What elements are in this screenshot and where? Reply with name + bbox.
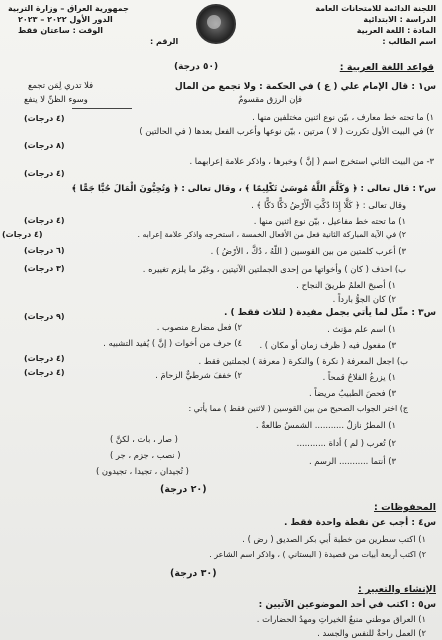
q3-marks: (٩ درجات) (24, 312, 65, 321)
q3-c-item-1-options: ( صار ، بات ، لكنَّ ) (110, 434, 178, 444)
header-ministry: جمهورية العراق – وزارة التربية (8, 4, 129, 13)
q3-c-item-1: ١) المطرُ نازلٌ ........... الشمسُ طالعةٌ . (255, 420, 396, 430)
q2-b-marks: (٣ درجات) (24, 264, 65, 273)
q4-stem: س٤ : أجب عن نقطة واحدة فقط . (284, 518, 436, 528)
q1-item-2-marks: (٨ درجات) (24, 141, 65, 150)
header-subject: المادة : اللغة العربية (356, 26, 436, 35)
q5-item-2: ٢) العمل راحةٌ للنفس والجسد . (317, 628, 426, 638)
q3-item-4: ٤) حرف من أخوات ( إنَّ ) يُفيد التشبيه . (103, 338, 242, 348)
q1-poem-2: فإن الرزق مقسومٌ (238, 94, 302, 104)
q1-poem-1: فلا تدري لِمَن تجمع (28, 80, 94, 90)
q1-item-3: ٣- من البيت الثاني استخرج اسم ( إنَّ ) وخبرها ، واذكر علامة إعرابهما . (189, 156, 434, 166)
q1-poem-3: وسوء الظنِّ لا ينفع (24, 94, 88, 104)
q1-item-2: ٢) في البيت الأول تكررت ( لا ) مرتين ، بيّن نوعها وأعرب الفعل بعدها ( في الحالتين ) (139, 126, 434, 136)
q1-item-3-marks: (٤ درجات) (24, 169, 65, 178)
q5-stem: س٥ : اكتب في أحد الموضوعين الآتيين : (258, 600, 436, 610)
q1-poem-divider (72, 108, 132, 109)
q3-c-item-3-options: ( تُجيدان ، تجيدا ، تجيدون ) (96, 466, 189, 476)
q2-item-1-marks: (٤ درجات) (24, 216, 65, 225)
q1-item-1: ١) ما تحته خط معارف ، بيّن نوع اثنين مختلفين منها . (252, 112, 434, 122)
q1-item-1-marks: (٤ درجات) (24, 114, 65, 123)
q4-item-1: ١) اكتب سطرين من خطبة أبي بكر الصديق ( رض ) . (242, 534, 426, 544)
q3-b-marks: (٤ درجات) (24, 354, 65, 363)
header-time: الوقت : ساعتان فقط (18, 26, 104, 35)
memorized-title: المحفوظات : (373, 502, 436, 513)
q3-c-item-2: ٢) تُعرب ( لم ) أداة ........... (296, 438, 396, 448)
composition-title: الإنشاء والتعبير : (357, 584, 436, 595)
q2-b-stem: ب) احذف ( كان ) وأخواتها من إحدى الجملتين الآتيتين ، وغيّر ما يلزم تغييره . (142, 264, 406, 274)
q3-c-item-3: ٣) أنتما ........... الرسم . (308, 456, 396, 466)
header-student-name: اسم الطالب : (382, 37, 436, 46)
q2-item-3-marks: (٦ درجات) (24, 246, 65, 255)
q4-marks: (٣٠ درجة) (170, 568, 217, 579)
grammar-marks: (٥٠ درجة) (174, 62, 219, 72)
q2-stem-2: وقال تعالى : ﴿ كَلَّا إِذَا دُكَّتِ الْأَرْضُ دَكًّا دَكًّا ﴾ . (251, 200, 406, 210)
q3-b-item-1: ١) يزرعُ الفلاحُ قمحاً . (322, 372, 396, 382)
header-committee: اللجنة الدائمة للامتحانات العامة (315, 4, 436, 13)
q5-item-1: ١) العراق موطني منبعُ الخيراتِ ومهدُ الحضارات . (256, 614, 426, 624)
q3-b-item-2: ٢) خففَ شرطيٌّ الزحامَ . (155, 370, 242, 380)
q3-total-marks: (٢٠ درجة) (160, 484, 207, 495)
q3-item-3: ٣) مفعول فيه ( ظرف زمان أو مكان ) . (259, 340, 396, 350)
header-number-label: الرقم : (150, 37, 179, 46)
q3-stem: س٣ : مثّل لما يأتي بجمل مفيدة ( لثلاث فقط ) . (223, 308, 436, 318)
header-study: الدراسة : الابتدائية (363, 15, 436, 24)
q2-item-3: ٣) أعرب كلمتين من بين القوسين ( اللّهُ ، دُكَّ ، الأرْضُ ) . (210, 246, 406, 256)
q3-b-item-3: ٣) فحصَ الطبيبُ مريضاً . (308, 388, 396, 398)
q3-c-item-2-options: ( نصب ، جزم ، جر ) (110, 450, 181, 460)
q2-item-1: ١) ما تحته خط مفاعيل ، بيّن نوع اثنين منها . (253, 216, 406, 226)
iraq-emblem-icon (196, 4, 236, 44)
q3-c-marks: (٤ درجات) (24, 368, 65, 377)
q2-item-2-marks: (٤ درجات) (2, 230, 43, 239)
q2-item-2: ٢) في الآية المباركة الثانية فعل من الأفعال الخمسة ، استخرجه واذكر علامة إعرابه . (137, 230, 406, 239)
q2-b-item-1: ١) أصبحَ العلمُ طريقَ النجاح . (296, 280, 396, 290)
q1-stem: س١ : قال الإمام علي ( ع ) في الحكمة : ولا تجمع من المال (174, 82, 436, 92)
q2-stem: س٢ : قال تعالى : ﴿ وَكَلَّمَ اللَّهُ مُوسَىٰ تَكْلِيمًا ﴾ ، وقال تعالى : ﴿ وَتُحِبُّونَ الْمَالَ حُبًّا جَمًّا ﴾ (71, 184, 436, 194)
header-round: الدور الأول ٢٠٢٢ – ٢٠٢٣ (18, 15, 113, 24)
q3-b-stem: ب) اجعل المعرفة ( نكرة ) والنكرة ( معرفة ) لجملتين فقط . (198, 356, 408, 366)
grammar-title: قواعد اللغة العربية : (339, 62, 434, 73)
q3-item-2: ٢) فعل مضارع منصوب . (156, 322, 242, 332)
q2-b-item-2: ٢) كان الجوُّ بارداً . (332, 294, 396, 304)
q3-c-stem: ج) اختر الجواب الصحيح من بين القوسين ( لاثنين فقط ) مما يأتي : (188, 404, 408, 413)
q4-item-2: ٢) اكتب أربعة أبيات من قصيدة ( البستاني ) ، واذكر اسم الشاعر . (209, 550, 426, 559)
q3-item-1: ١) اسم علم مؤنث . (327, 324, 396, 334)
